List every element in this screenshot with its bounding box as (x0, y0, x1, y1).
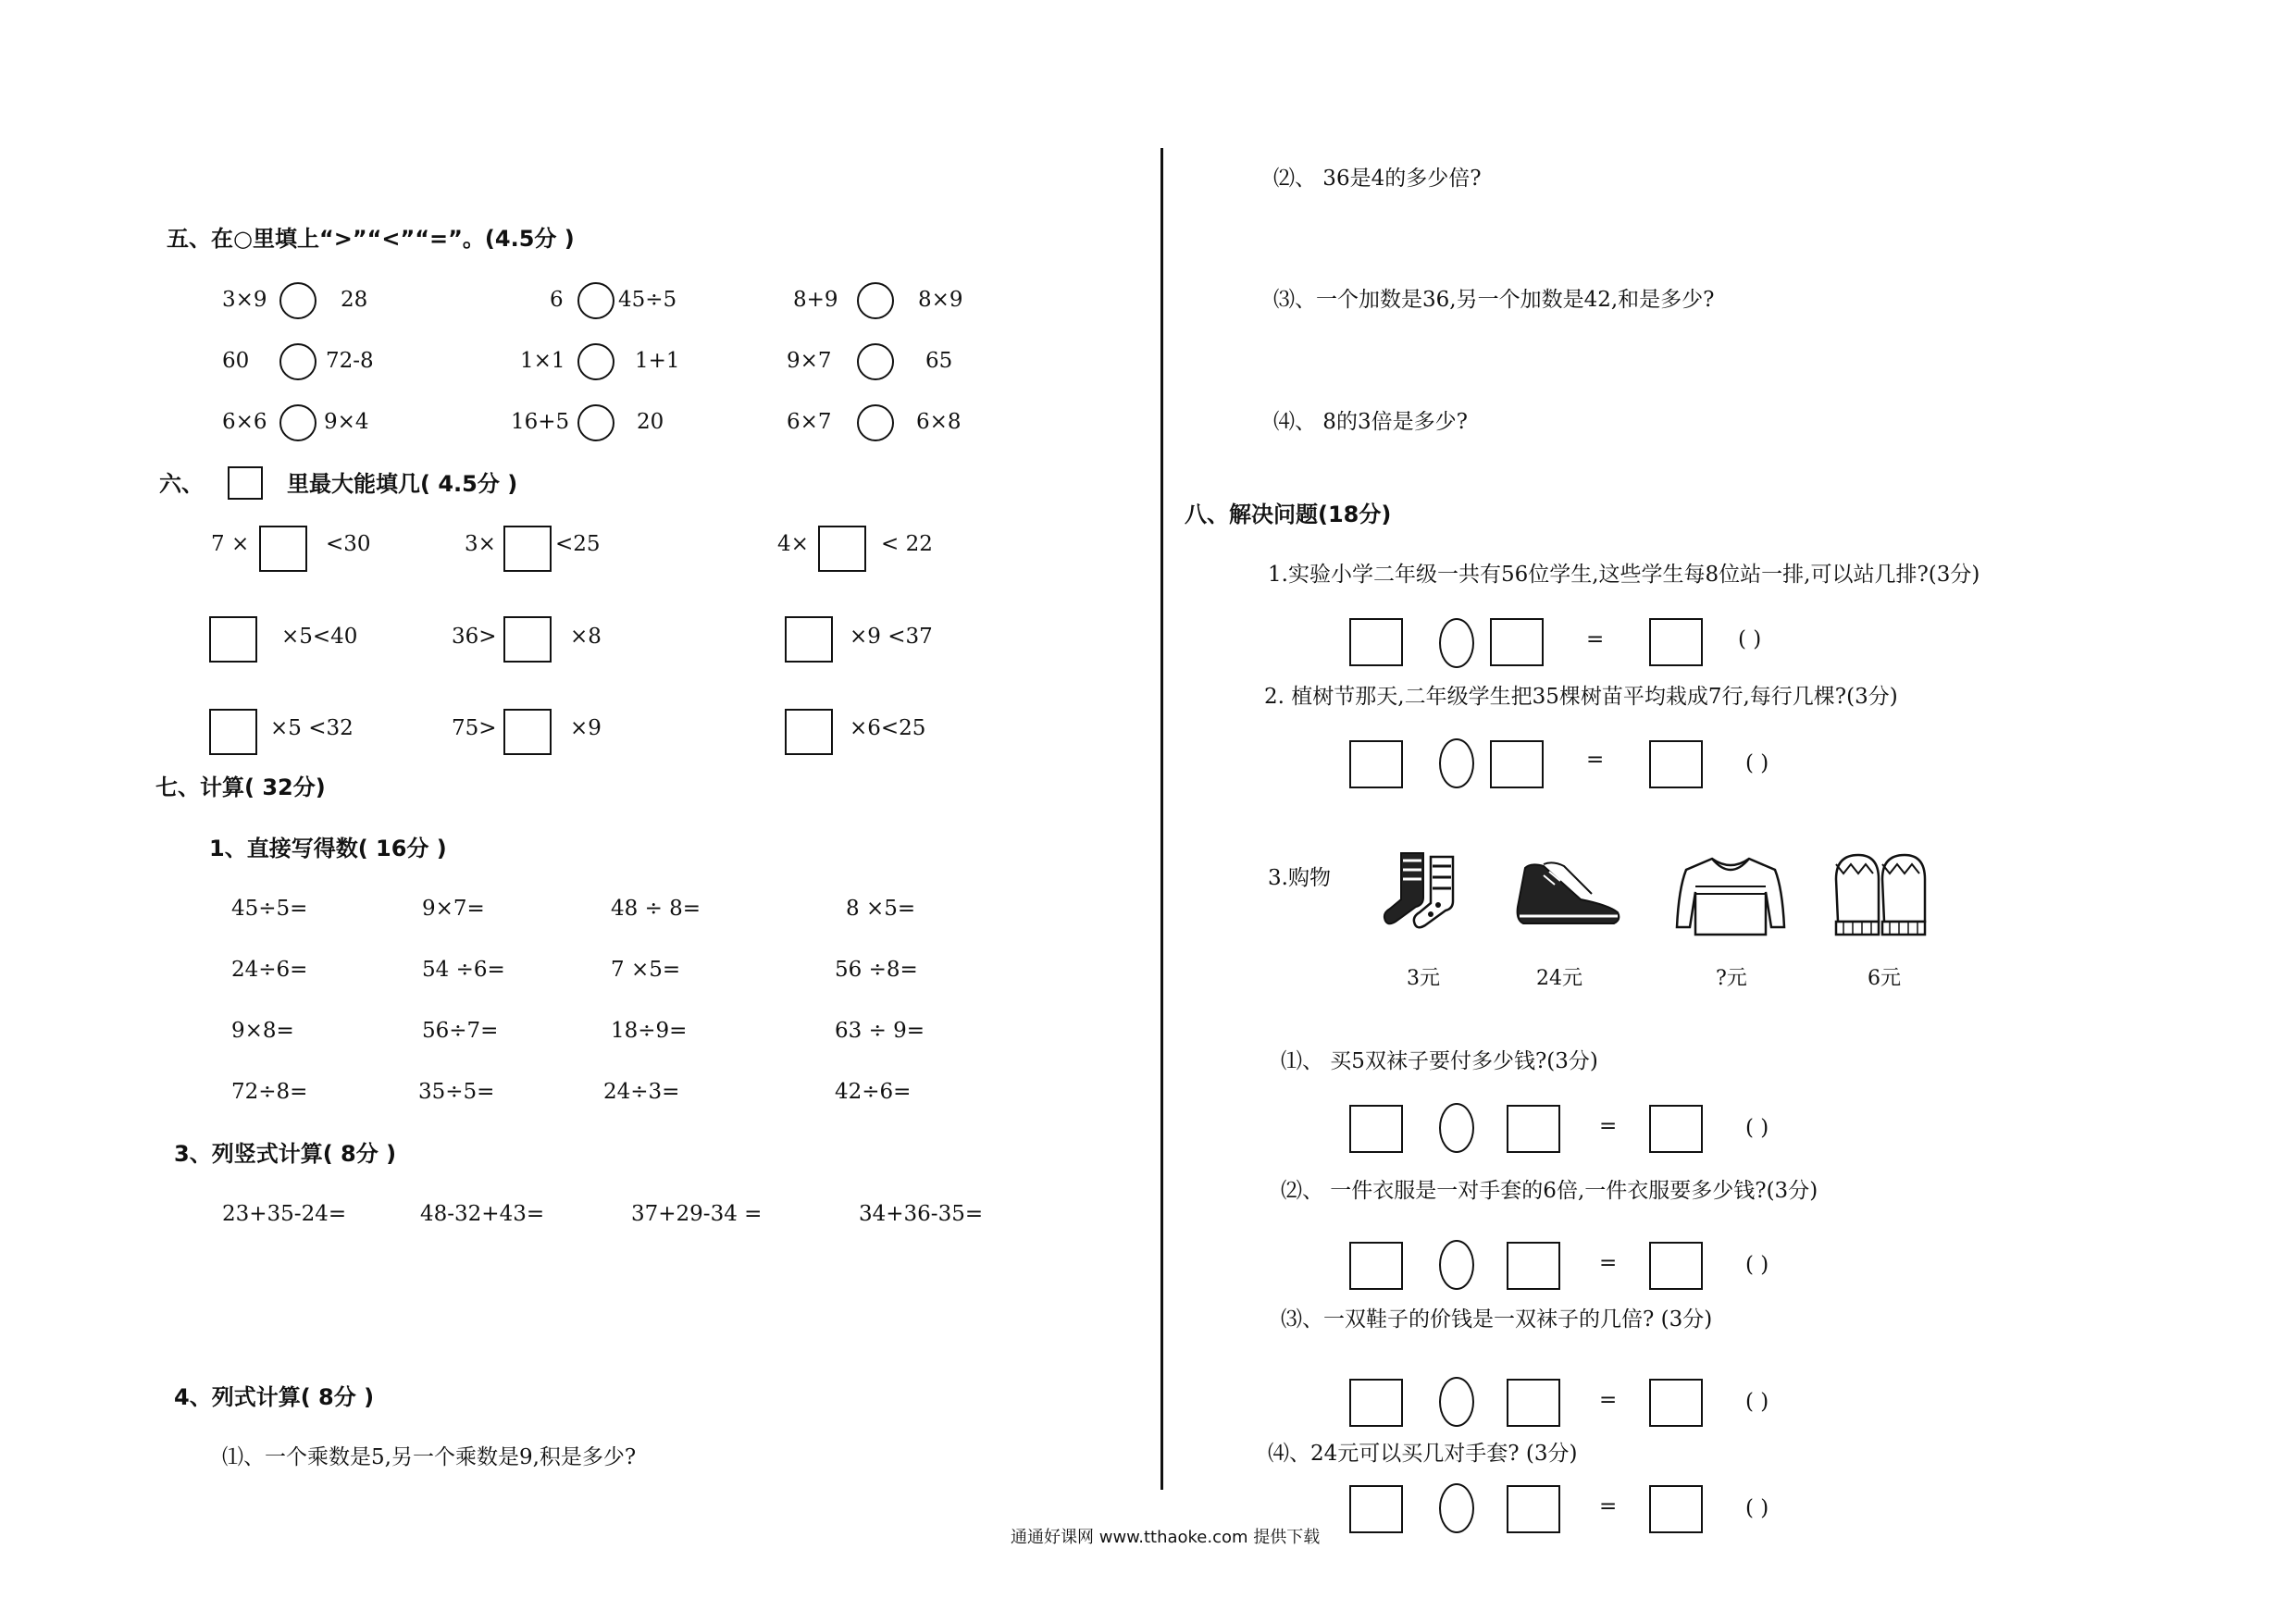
direct-item: 35÷5= (418, 1080, 495, 1104)
answer-box[interactable] (785, 709, 833, 755)
compare-left: 60 (222, 349, 250, 373)
compare-left: 3×9 (222, 288, 267, 312)
compare-right: 65 (925, 349, 953, 373)
answer-box[interactable] (1349, 618, 1403, 666)
compare-right: 9×4 (324, 410, 369, 434)
problem-3: 3.购物 (1268, 866, 1331, 890)
socks-icon (1383, 849, 1481, 935)
section8-title: 八、解决问题(18分) (1185, 502, 1392, 527)
equals-sign: = (1586, 627, 1605, 651)
compare-right: 6×8 (916, 410, 962, 434)
operator-oval[interactable] (1439, 1240, 1474, 1290)
answer-box[interactable] (503, 616, 552, 663)
compare-circle[interactable] (857, 404, 894, 441)
answer-box[interactable] (1507, 1379, 1560, 1427)
section6-title: 里最大能填几( 4.5分 ) (287, 471, 518, 497)
equals-sign: = (1599, 1494, 1618, 1518)
compare-left: 16+5 (511, 410, 570, 434)
ineq-text: 4× (777, 532, 809, 556)
mittens-price: 6元 (1868, 967, 1901, 990)
answer-box[interactable] (1649, 740, 1703, 788)
equals-sign: = (1599, 1388, 1618, 1412)
answer-box[interactable] (1349, 1379, 1403, 1427)
direct-item: 72÷8= (231, 1080, 308, 1104)
compare-left: 8+9 (793, 288, 838, 312)
compare-right: 1+1 (635, 349, 680, 373)
ineq-text: ×9 <37 (850, 625, 933, 649)
sweater-price: ?元 (1716, 967, 1747, 990)
operator-oval[interactable] (1439, 1377, 1474, 1427)
direct-item: 63 ÷ 9= (835, 1019, 925, 1043)
vertical-item: 23+35-24= (222, 1202, 347, 1226)
direct-item: 56 ÷8= (835, 958, 918, 982)
ineq-text: ×8 (570, 625, 602, 649)
answer-box[interactable] (503, 709, 552, 755)
answer-box[interactable] (503, 526, 552, 572)
compare-right: 8×9 (918, 288, 963, 312)
section7-sub1: 1、直接写得数( 16分 ) (209, 836, 447, 861)
problem-1: 1.实验小学二年级一共有56位学生,这些学生每8位站一排,可以站几排?(3分) (1268, 563, 1980, 587)
answer-box[interactable] (1349, 1485, 1403, 1533)
vertical-item: 37+29-34 = (631, 1202, 763, 1226)
sub-question-3: ⑶、一双鞋子的价钱是一双袜子的几倍? (3分) (1281, 1307, 1713, 1332)
sub-question-1: ⑴、 买5双袜子要付多少钱?(3分) (1281, 1049, 1598, 1073)
direct-item: 42÷6= (835, 1080, 912, 1104)
answer-box[interactable] (1349, 740, 1403, 788)
direct-item: 18÷9= (611, 1019, 688, 1043)
column-divider (1160, 148, 1163, 1490)
ineq-text: 7 × (211, 532, 250, 556)
ineq-text: 75> (452, 716, 497, 740)
direct-item: 48 ÷ 8= (611, 897, 701, 921)
operator-oval[interactable] (1439, 1103, 1474, 1153)
word-problem-3: ⑶、一个加数是36,另一个加数是42,和是多少? (1273, 288, 1715, 312)
answer-box[interactable] (1507, 1485, 1560, 1533)
direct-item: 8 ×5= (846, 897, 916, 921)
unit-paren[interactable]: ( ) (1745, 1253, 1769, 1277)
vertical-item: 34+36-35= (859, 1202, 984, 1226)
socks-price: 3元 (1407, 967, 1440, 990)
section7-title: 七、计算( 32分) (155, 774, 326, 800)
operator-oval[interactable] (1439, 1483, 1474, 1533)
direct-item: 56÷7= (422, 1019, 499, 1043)
compare-right: 72-8 (326, 349, 374, 373)
compare-circle[interactable] (279, 282, 316, 319)
compare-circle[interactable] (577, 343, 614, 380)
word-problem-4: ⑷、 8的3倍是多少? (1273, 410, 1468, 434)
compare-circle[interactable] (577, 282, 614, 319)
answer-box[interactable] (1649, 1379, 1703, 1427)
compare-right: 20 (637, 410, 664, 434)
unit-paren[interactable]: ( ) (1738, 627, 1762, 651)
footer-credit: 通通好课网 www.tthaoke.com 提供下载 (1011, 1528, 1321, 1547)
direct-item: 45÷5= (231, 897, 308, 921)
compare-left: 6×7 (787, 410, 832, 434)
compare-circle[interactable] (279, 404, 316, 441)
direct-item: 9×8= (231, 1019, 294, 1043)
compare-circle[interactable] (279, 343, 316, 380)
ineq-text: ×5 <32 (270, 716, 354, 740)
equals-sign: = (1586, 748, 1605, 772)
answer-box[interactable] (209, 616, 257, 663)
sub-question-4: ⑷、24元可以买几对手套? (3分) (1268, 1442, 1578, 1466)
unit-paren[interactable]: ( ) (1745, 751, 1769, 775)
unit-paren[interactable]: ( ) (1745, 1390, 1769, 1414)
unit-paren[interactable]: ( ) (1745, 1496, 1769, 1520)
answer-box[interactable] (1507, 1105, 1560, 1153)
answer-box[interactable] (209, 709, 257, 755)
word-problem-1: ⑴、一个乘数是5,另一个乘数是9,积是多少? (222, 1445, 637, 1469)
answer-box[interactable] (259, 526, 307, 572)
operator-oval[interactable] (1439, 618, 1474, 668)
sweater-icon (1675, 855, 1786, 936)
ineq-text: < 22 (881, 532, 933, 556)
mittens-icon (1829, 851, 1932, 940)
problem-2: 2. 植树节那天,二年级学生把35棵树苗平均栽成7行,每行几棵?(3分) (1264, 685, 1898, 709)
direct-item: 24÷6= (231, 958, 308, 982)
answer-box[interactable] (818, 526, 866, 572)
answer-box[interactable] (785, 616, 833, 663)
compare-circle[interactable] (577, 404, 614, 441)
ineq-text: ×5<40 (281, 625, 358, 649)
answer-box[interactable] (1349, 1105, 1403, 1153)
direct-item: 9×7= (422, 897, 485, 921)
unit-paren[interactable]: ( ) (1745, 1116, 1769, 1140)
ineq-text: <25 (555, 532, 601, 556)
word-problem-2: ⑵、 36是4的多少倍? (1273, 167, 1482, 191)
direct-item: 24÷3= (603, 1080, 680, 1104)
section6-title-box (228, 466, 263, 500)
shoes-price: 24元 (1536, 967, 1582, 990)
section5-title: 五、在○里填上“>”“<”“=”。(4.5分 ) (167, 226, 575, 252)
section6-number: 六、 (159, 471, 204, 497)
compare-left: 6×6 (222, 410, 267, 434)
answer-box[interactable] (1490, 618, 1544, 666)
answer-box[interactable] (1507, 1242, 1560, 1290)
ineq-text: 36> (452, 625, 497, 649)
answer-box[interactable] (1349, 1242, 1403, 1290)
answer-box[interactable] (1490, 740, 1544, 788)
ineq-text: <30 (326, 532, 371, 556)
compare-right: 28 (341, 288, 368, 312)
ineq-text: ×9 (570, 716, 602, 740)
answer-box[interactable] (1649, 618, 1703, 666)
compare-right: 45÷5 (618, 288, 677, 312)
equals-sign: = (1599, 1251, 1618, 1275)
compare-circle[interactable] (857, 343, 894, 380)
equals-sign: = (1599, 1114, 1618, 1138)
operator-oval[interactable] (1439, 738, 1474, 788)
answer-box[interactable] (1649, 1485, 1703, 1533)
compare-left: 6 (550, 288, 564, 312)
ineq-text: ×6<25 (850, 716, 926, 740)
answer-box[interactable] (1649, 1105, 1703, 1153)
vertical-item: 48-32+43= (420, 1202, 545, 1226)
ineq-text: 3× (465, 532, 496, 556)
answer-box[interactable] (1649, 1242, 1703, 1290)
direct-item: 54 ÷6= (422, 958, 505, 982)
compare-left: 1×1 (520, 349, 565, 373)
sub-question-2: ⑵、 一件衣服是一对手套的6倍,一件衣服要多少钱?(3分) (1281, 1179, 1818, 1203)
shoes-icon (1516, 859, 1623, 933)
section7-sub4: 4、列式计算( 8分 ) (174, 1384, 375, 1410)
compare-circle[interactable] (857, 282, 894, 319)
direct-item: 7 ×5= (611, 958, 681, 982)
compare-left: 9×7 (787, 349, 832, 373)
section7-sub3: 3、列竖式计算( 8分 ) (174, 1141, 397, 1167)
